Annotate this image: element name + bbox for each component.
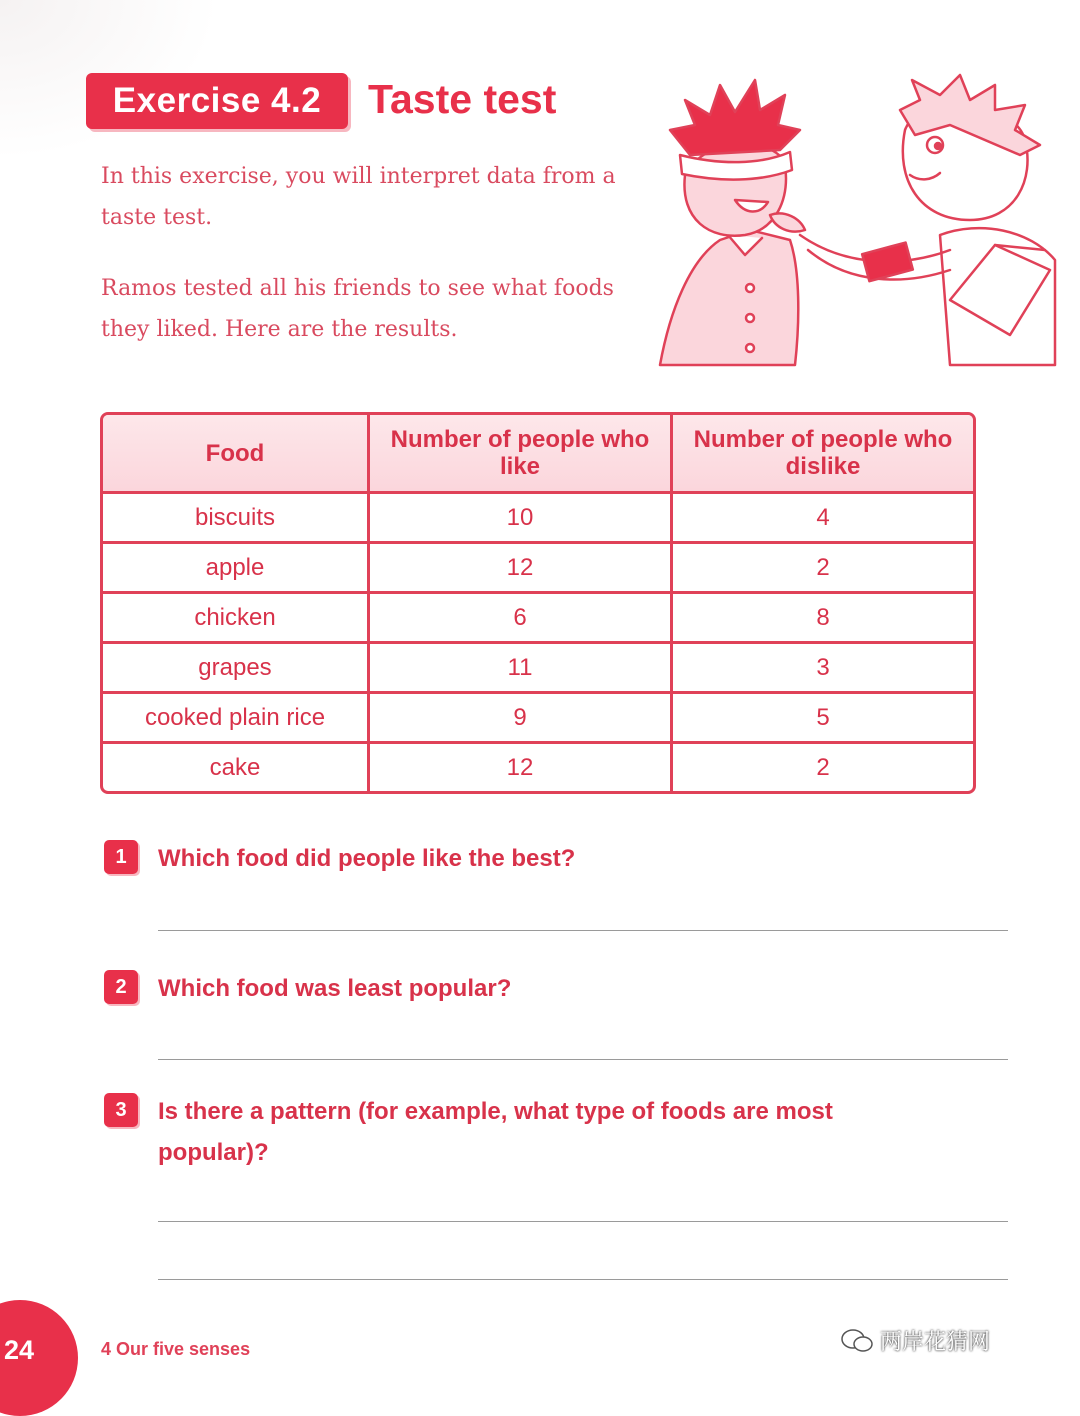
taste-test-illustration: [650, 70, 1060, 370]
table-row: [103, 694, 973, 744]
taste-test-table: [100, 412, 976, 794]
cell-dislike: 2: [673, 544, 973, 594]
cell-like: 12: [370, 744, 673, 791]
question-1-text: Which food did people like the best?: [158, 845, 576, 872]
cell-dislike: 2: [816, 753, 830, 781]
wechat-icon: [840, 1328, 874, 1354]
cell-food: chicken: [103, 594, 370, 644]
cell-dislike: 8: [673, 594, 973, 644]
watermark: [840, 1325, 990, 1356]
cell-food: biscuits: [103, 494, 370, 544]
table-row: [103, 594, 973, 644]
cell-dislike: 5: [673, 694, 973, 744]
table-row: [103, 644, 973, 694]
page-title: Taste test: [368, 76, 557, 122]
header-food: Food: [103, 415, 370, 494]
cell-dislike: 4: [673, 494, 973, 544]
cell-food: cooked plain rice: [103, 694, 370, 744]
watermark-text: 两岸花猜网: [880, 1329, 991, 1354]
cell-like: 12: [370, 544, 673, 594]
cell-dislike: 3: [673, 644, 973, 694]
question-2-text: Which food was least popular?: [158, 975, 512, 1002]
question-3-number: 3: [104, 1093, 138, 1127]
intro-paragraph-1: In this exercise, you will interpret data from a taste test.: [101, 164, 616, 230]
cell-food: cake: [103, 744, 370, 791]
header-dislike: Number of people who dislike: [673, 415, 973, 494]
exercise-label: Exercise 4.2: [112, 81, 322, 120]
table-row: [103, 544, 973, 594]
table-header-row: [103, 415, 973, 494]
answer-line-3b[interactable]: [158, 1279, 1008, 1280]
table-row: [103, 494, 973, 544]
header-like: Number of people who like: [370, 415, 673, 494]
cell-like: 9: [370, 694, 673, 744]
cell-food: grapes: [103, 644, 370, 694]
chapter-footer: 4 Our five senses: [101, 1339, 251, 1359]
answer-line-1[interactable]: [158, 930, 1008, 931]
page-number: 24: [4, 1335, 35, 1365]
answer-line-3a[interactable]: [158, 1221, 1008, 1222]
cell-like: 6: [370, 594, 673, 644]
answer-line-2[interactable]: [158, 1059, 1008, 1060]
cell-food: apple: [103, 544, 370, 594]
cell-like: 11: [370, 644, 673, 694]
cell-like: 10: [370, 494, 673, 544]
question-3-text: Is there a pattern (for example, what type of foods are most popular)?: [158, 1098, 833, 1166]
table-row: [103, 744, 973, 791]
question-1-number: 1: [104, 840, 138, 874]
intro-paragraph-2: Ramos tested all his friends to see what foods they liked. Here are the results.: [101, 276, 614, 342]
exercise-badge: [86, 73, 348, 129]
question-2-number: 2: [104, 970, 138, 1004]
